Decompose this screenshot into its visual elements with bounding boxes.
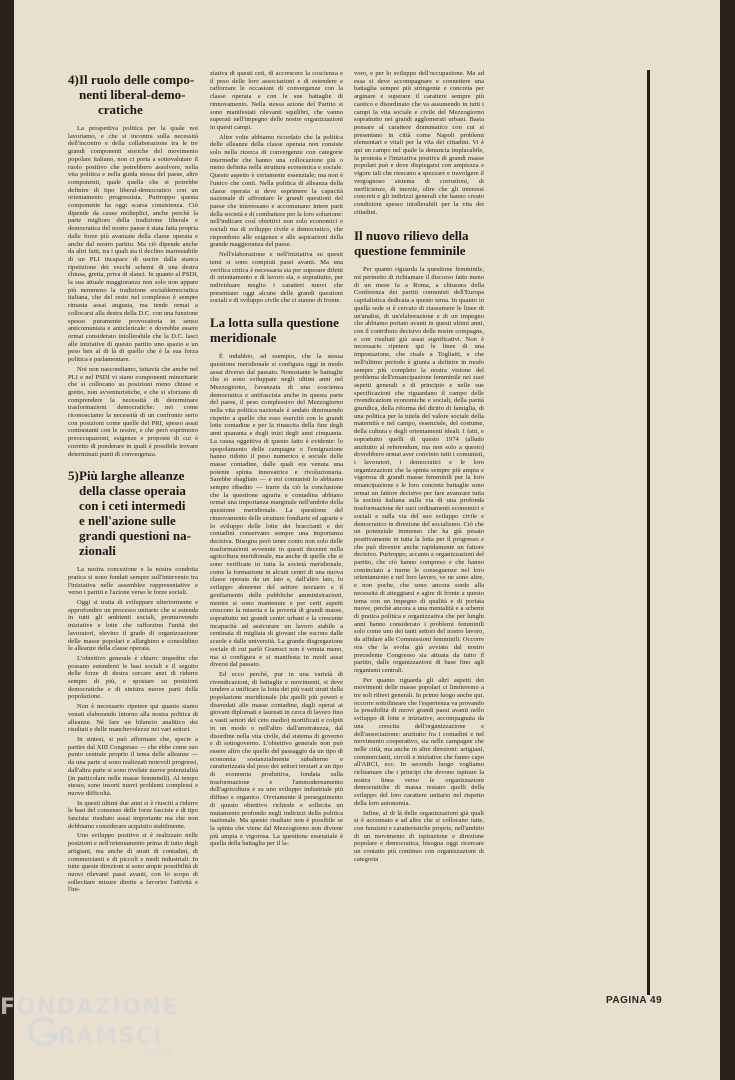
paragraph: L'obiettivo generale è chiaro: impedire che possano estendersi le basi sociali e il seguito delle forze di destra cercare anzi di ridurre sempre di più, e spostare su posizioni democratiche e di sinistra nuove parti della popolazione. [68,654,198,701]
paragraph: Non è necessario ripetere qui quanto siamo venuti elaborando intorno alla nostra politica di alleanze. Né fare un bilancio analitico dei risultati e delle manchevolezze nei vari settori. [68,703,198,734]
paragraph: In sintesi, si può affermare che, specie a partire dal XIII Congresso — che ebbe come suo punto centrale proprio il tema delle alleanze — da una parte si sono realizzati notevoli progressi, dall'altra parte si sono rivelate nuove potenzialità (in particolare nelle masse femminili). Al tempo stesso, sono insorti nuovi problemi complessi e nuove difficoltà. [68,736,198,797]
page-number: PAGINA 49 [606,995,663,1006]
section-5-heading [68,468,198,558]
paragraph: La nostra concezione e la nostra condotta pratica si sono fondati sempre sull'intervento tra l'iniziativa nelle assemblee rappresentative e verso i partiti e l'azione verso le forze sociali. [68,566,198,597]
section-4-title-line2: nenti liberal-demo- [79,87,186,102]
watermark-onlus: onlus [146,1046,173,1057]
paragraph: Nell'elaborazione e nell'iniziativa su questi temi si sono compiuti passi avanti. Ma una verifica critica è necessaria sia per superare difetti di orientamento e di lavoro sia, e soprattutto, per individuare meglio i caratteri nuovi che presentano oggi alcune delle grandi questioni sociali e di sviluppo civile che ci stanno di fronte. [210,251,343,305]
column-2 [210,70,343,1065]
section-5-title-line2: della classe operaia [79,483,186,499]
watermark-fondazione: FONDAZIONE [0,995,179,1020]
paragraph: Noi non nascondiamo, tuttavia che anche nel PLI e nel PSDI vi siano componenti minoritarie che si collocano su posizioni meno chiuse e gretto, non avventuristiche, e che si sforzano di comprendere la necessità di determinare trasformazioni democratiche: nei come riconosciamo la necessità di un confronto serio con posizioni come quelle del PRI, spesso assai contrastanti con le nostre, e che però esprimono preoccupazioni, esigenze e proposte di cui è corretto di ponderare in quali è possibile trovare determinati punti di convergenza. [68,365,198,458]
section-5-title-line4: e nell'azione sulle [79,513,176,529]
gramsci-g-logo-icon [26,1015,60,1049]
column-3 [354,70,484,1065]
paragraph: La prospettiva politica per la quale noi lavoriamo, e che si incontra sulla necessità dell'incontro e della collaborazione tra le tre grandi componenti storiche del movimento popolare italiano, non ci porta a sottovalutare il ruolo positivo che potrebbero assolvere, nella vita politica e nella guida stessa del paese, altre componenti, quale quella che si potrebbe definire di tipo liberal-democratico con un orientamento progressista. Purtroppo questa componente ha oggi scarsa consistenza. Ciò dipende da cause molteplici, anche perchè la parte migliore della tradizione liberale e democratica del nostro paese è stata fatta propria dalle forze più avanzate della classe operaia e anche dal nostro partito. Ma ciò dipende anche da altri fatti, tra i quali sta il declino inarrestabile di un PLI incapace di uscire dalla stanca ripetizione dei vecchi schemi di una destra chiusa, gretta, priva di slanci. In quanto al PSDI, la sua attuale maggioranza non solo non appare più nemmeno la tradizione socialdemocratica italiana, che del resto nel complesso è sempre rimasta assai angusta, ma tende ormai a collocarsi alla destra della D.C. con una funzione spesso puramente provocatoria in senso anticomunista e anticlericale: e dovrebbe essere ormai considerato intollerabile che la D.C. lasci alle iniziative di questo partito uno spazio e un peso ben al di là di quello che è la sua forza politica e parlamentare. [68,125,198,364]
section-5-title-line5: grandi questioni na- [79,528,191,544]
section-4-heading [68,72,198,117]
section-4-title-line3: cratiche [98,102,143,117]
paragraph: Uno sviluppo positivo si è realizzato nelle posizioni e nell'orientamento prima di tutto degli artigiani, ma anche di strati di contadini, di commercianti e di piccoli e medi industriali. In tutte queste direzioni si sono ampie possibilità di nuovi rilevanti passi avanti, con lo scopo di sollecitare misure dirette a favorire l'attività e l'ini- [68,832,198,894]
section-4-number: 4) [68,72,79,87]
paragraph: Ed ecco perchè, pur in una varietà di rivendicazioni, di battaglie e movimenti, si deve tendere a unificare la lotta dei più vasti strati della popolazione meridionale (da quelli più poveri e diseredati alle masse contadine, dagli operai ai giovani diplomati e laureati in cerca di lavoro fino a vasti settori del ceto medio) mortificati e colpiti in un modo o nell'altro dall'arretratezza, dal disordine nella vita civile, dal sistema di governo e di sottogoverno. L'obiettivo generale non può essere altro che quello del passaggio da un tipo di economia sostanzialmente subalterno e caratterizzata dal peso dei settori terziari a un tipo di economia produttiva, fondata sulla trasformazione e l'ammodernamento dell'agricoltura e su uno sviluppo industriale più diffuso e organico. Ovviamente il perseguimento di questo obiettivo richiede e sollecita un mutamento profondo negli indirizzi della politica nazionale. Ma questo risultato non è possibile se la spinta che viene dal Mezzogiorno non diviene più ampia e vigorosa. La questione essenziale è quella della battaglia per il la- [210,670,343,848]
subhead-questione-meridionale: La lotta sulla questione meridionale [210,315,339,346]
paragraph: Per quanto riguarda la questione femminile, mi permetto di richiamare il discorso fatto meno di un mese fa a Roma, a chiusura della Conferenza dei partiti comunisti dell'Europa capitalistica dedicata a questo tema. In quanto in quella sede si è cercato di riassumere le linee di un'analisi, di un'elaborazione e di un impegno che abbiamo portato avanti in questi ultimi anni, con il contributo decisivo delle nostre compagne, e con risultati già assai significativi. Non è necessario ripetere qui le linee di una impostazione, che risale a Togliatti, e che nell'ultimo periodo è giunta a definire in modo sempre più completo la nostra visione del problema dell'emancipazione femminile nei suoi aspetti generali e di principio e nelle sue specificazioni che riguardano il campo delle rivendicazioni economiche e sociali, della parità giuridica, della riforma del diritto di famiglia, di una politica per la tutela del valore sociale della maternità e nel campo, essenziale, del costume, della cultura e degli orientamenti ideali. I fatti, e soprattutto quelli di questo 1974 (alludo anzitutto al referendum, ma non solo a questo) dovrebbero ormai aver convinto tutti i comunisti, i lavoratori, i democratici e le loro organizzazioni che la spinta sempre più ampia e vigorosa di grandi masse femminili per la loro emancipazione e le loro concrete battaglie sono ormai un fattore decisivo per fare avanzare tutta la società italiana sulla via di una profonda trasformazione dei suoi ordinamenti economici e sociali e sulla via del suo sviluppo civile e democratico in direzione del socialismo. Ciò che un potenziale immenso che ha già pesato positivamente in tutta la lotta per il progresso e che può divenire anche rapidamente un fattore decisivo. Purtroppo, accanto a organizzazioni del partito, che ciò hanno compreso e che hanno cominciato a trarne le conseguenze nel loro orientamento e nel loro lavoro, ve ne sono altre, e non poche, che sono ancora sorde alla necessità di atteggiarsi e agire di fronte a questo tema con un impegno di qualità e di portata nuove, perchè ancora a una mentalità e a schemi di pratica politica e organizzativa che per lunghi anni hanno considerato i problemi femminili solo come uno dei tanti settori del nostro lavoro, da affidare alle Commissioni femminili. Occorre ora che la svolta già avviata dal nostro precedente Congresso sia attuata da tutto il partito, dalle organizzazioni di base fino agli organismi centrali. [354,266,484,674]
paragraph: ziativa di questi ceti, di accrescere la coscienza e il peso delle loro associazioni e di estendere e rafforzare le occasioni di convergenze con la classe operaia e con le sue battaglie di rinnovamento. Nella stessa azione del Partito si sono manifestati rilevanti squilibri, che vanno superati nell'impegno delle nostre organizzazioni in questi campi. [210,70,343,131]
subhead-questione-femminile: Il nuovo rilievo della questione femminile [354,228,469,259]
paragraph: Infine, al di là delle organizzazioni già quali si è accennato e ad altre che si collocano tutte, con funzioni e caratteristiche proprie, nell'ambito di un movimento di ispirazione e direzione popolare e democratica, bisogna oggi ricercare un contatto più continuo con organizzazioni di categoria [354,809,484,863]
section-5-number: 5) [68,468,79,484]
paragraph: È indubbio, ad esempio, che la stessa questione meridionale si configura oggi in modo assai diverso dal passato. Nonostante le battaglie che si sono sviluppate negli ultimi anni nel Mezzogiorno, l'avanzata di una coscienza democratica e antifascista anche in questa parte del paese, il peso complessivo del Mezzogiorno nella vita politica nazionale è andato diminuendo rispetto a quello che esso esercitò con le grandi lotte contadine e per la rinascita della fine degli anni quaranta e degli inizi degli anni cinquanta. La causa oggettiva di questo fatto è evidente: lo spopolamento delle campagne e l'emigrazione hanno ridotto il peso numerico e sociale delle masse contadine, dalle quali era venuta una potente spinta innovatrice e rivoluzionaria. Sarebbe sbagliato — e noi comunisti lo abbiamo sempre ribadito — trarre da ciò la conclusione che la questione agraria e contadina abbiano ormai una importanza marginale nell'ambito della questione meridionale. La questione del rinnovamento delle strutture fondiarie ed agrarie e lo sviluppo delle lotte dei braccianti e dei contadini conservano sempre una importanza decisiva. Bisogna però tener conto non solo delle trasformazioni avvenute in questi decenni nella agricoltura meridionale, ma anche di quelle che si sono verificate in tutta la società meridionale, come la formazione in alcuni centri di una nuova classe operaia da un lato e, dall'altro lato, lo sviluppo abnorme del settore terziario e il gonfiamento delle pubbliche amministrazioni, mentre si sono mantenute e per certi aspetti crescono la miseria e la povertà di grandi masse, soprattutto nei grandi centri urbani e la crescente incapacità ad assicurare un lavoro stabile a centinaia di migliaia di giovani che escono dalle scuole e dalle università. La grande disgregazione sociale di cui parlò Gramsci non è venuta meno, ma si configura e si manifesta in modi assai diversi dal passato. [210,353,343,669]
section-5-title-line3: con i ceti intermedi [79,498,186,514]
paragraph: Oggi si tratta di sviluppare ulteriormente e approfondire un processo unitario che si estenda in tutti gli ambienti sociali, promuovendo iniziative e lotte che rafforzino l'unità dei lavoratori, elevino il grado di organizzazione delle masse popolari e allarghino e consolidino le alleanze della classe operaia. [68,599,198,653]
newspaper-page [14,0,720,1080]
paragraph: Per quanto riguarda gli altri aspetti dei movimenti delle masse popolari ci limiteremo a tre soli rilievi generali. In primo luogo anche qui, occorre sottolineare che l'esperienza va provando la possibilità di nuovi grandi passi avanti nello sviluppo di lotte e iniziative, accompagnata da una crescita dell'organizzazione e dell'associazione: anzitutto fra i contadini e nel movimento cooperativo, sia nelle campagne che nelle città, ma anche in altre direzioni: artigiani, commercianti, circoli e iniziative che fanno capo all'ARCI, ecc. In secondo luogo vogliamo richiamare che i principi che devono ispirare la nostra linea verso le organizzazioni democratiche di massa restano quelli della sviluppo del loro carattere unitario nel rispetto della loro autonomia. [354,676,484,807]
column-1 [68,70,198,1065]
paragraph: voro, e per lo sviluppo dell'occupazione. Ma ad essa si deve accompagnare e connettere una battaglia sempre più stringente e concreta per arginare e superare il carattere sempre più caotico e disordinato che va assumendo in tutti i campi la vita sociale e civile del Mezzogiorno soprattutto nei grandi agglomerati urbani. Basta pensare al carattere drammatico con cui si presentano in città come Napoli problemi elementari e vitali per la vita dei cittadini. Vi è qui un campo nel quale la denuncia implacabile, la protesta e l'iniziativa positiva di grandi masse popolari può e deve dispiegarsi con ampiezza e vigore tali che riescano a spezzare e travolgere il vergognoso sistema di corruzioni, di inefficienze, di inerzie, oltre che gli interessi concreti e gli indirizzi generali che hanno creato condizioni spesso intollerabili per la vita dei cittadini. [354,70,484,216]
section-5-title-line6: zionali [79,543,116,559]
paragraph: In questi ultimi due anni si è riusciti a ridurre le basi del consenso delle forze fasciste e di tipo fascista: risultato assai importante ma che non dobbiamo considerare acquisito stabilmente. [68,799,198,830]
column-divider-rule [647,70,650,995]
paragraph: Altre volte abbiamo ricordato che la politica delle alleanze della classe operaia non consiste solo nella ricerca di convergenze con categorie intermedie che hanno una collocazione più o meno definita nella struttura economica e sociale. Questo aspetto è certamente essenziale; ma non è l'unico che conti. Nella politica di alleanza della classe operaia si deve esprimere la capacità nazionale di affrontare le grandi questioni del paese che interessano e accomunano intere parti della società e di combattere per la loro soluzione: nell'indicare così obiettivi non solo economici e sociali ma di sviluppo civile e democratico, che rispondono alle esigenze e alle aspirazioni della grande maggioranza del paese. [210,133,343,249]
section-5-title-line1: Più larghe alleanze [79,468,185,484]
section-4-title-line1: Il ruolo delle compo- [79,72,195,87]
watermark-gramsci: RAMSCI [58,1024,164,1049]
